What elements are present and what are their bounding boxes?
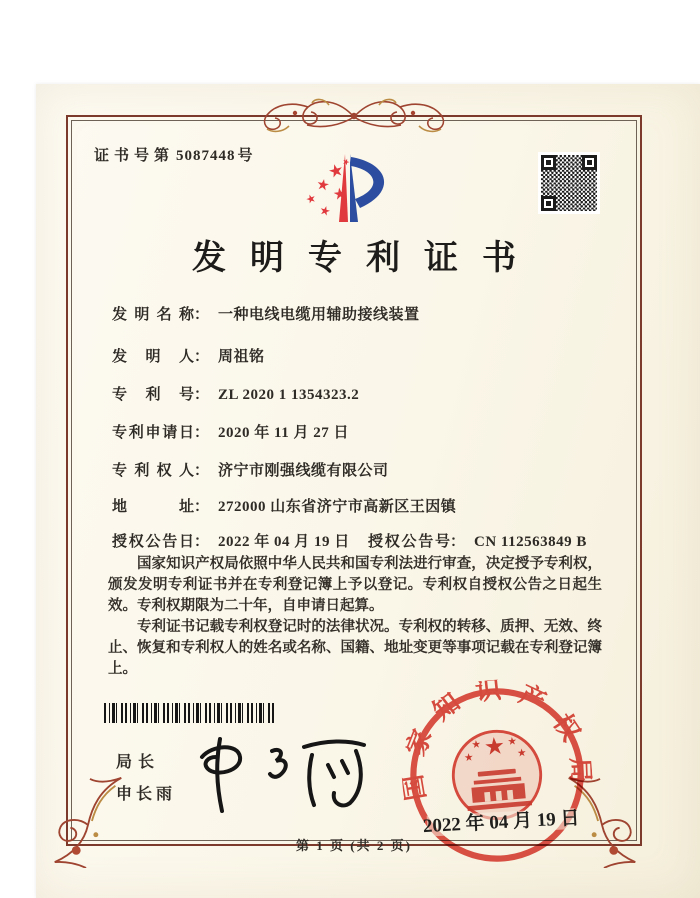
qr-finder-bottom-left (541, 196, 556, 211)
certificate-title: 发明专利证书 (192, 240, 540, 277)
field-label: 发明人 (112, 349, 194, 365)
field-value: 2020 年 11 月 27 日 (218, 425, 349, 441)
field-label: 专利号 (112, 387, 194, 403)
field-label: 授权公告号 (368, 534, 450, 550)
cnipa-logo-icon (295, 151, 399, 225)
qr-finder-top-left (541, 155, 556, 170)
field-label: 专利权人 (112, 463, 194, 479)
signer-title: 局长 (116, 754, 161, 771)
seal-agency-text: 国家知识产权局 (398, 674, 596, 803)
barcode-icon (104, 703, 277, 723)
field-label: 发明名称 (112, 307, 194, 323)
field-value: CN 112563849 B (474, 534, 587, 550)
signer-name: 申长雨 (116, 786, 177, 803)
certificate-number (94, 144, 258, 165)
field-row-invention-name (112, 303, 632, 324)
field-row-address (112, 495, 632, 516)
field-label: 授权公告日 (112, 534, 194, 550)
grant-number-group (368, 530, 587, 551)
floral-ornament-top-icon (249, 92, 459, 138)
legal-text (108, 554, 602, 680)
page-number: 第 1 页 (共 2 页) (296, 838, 412, 853)
colon: ： (194, 463, 210, 479)
certificate-number-value: 5087448 (176, 148, 236, 164)
field-label: 专利申请日 (112, 425, 194, 441)
field-value: 2022 年 04 月 19 日 (218, 534, 350, 550)
field-value: ZL 2020 1 1354323.2 (218, 387, 360, 403)
handwritten-signature-icon (186, 727, 381, 819)
field-row-filing-date (112, 421, 632, 442)
field-label: 地址 (112, 499, 194, 515)
field-row-patentee (112, 459, 632, 480)
field-row-inventor (112, 345, 632, 366)
field-value: 一种电线电缆用辅助接线装置 (218, 307, 420, 323)
certificate-number-suffix: 号 (237, 148, 258, 164)
seal-date: 2022 年 04 月 19 日 (422, 807, 581, 838)
legal-paragraph-1: 国家知识产权局依照中华人民共和国专利法进行审查，决定授予专利权，颁发发明专利证书并在专利登记簿上予以登记。专利权自授权公告之日起生效。专利权期限为二十年，自申请日起算。 (108, 556, 602, 614)
qr-finder-top-right (582, 155, 597, 170)
colon: ： (194, 425, 210, 441)
colon: ： (194, 387, 210, 403)
colon: ： (450, 534, 466, 550)
certificate-number-prefix: 证书号第 (94, 148, 175, 164)
colon: ： (194, 534, 210, 550)
colon: ： (194, 307, 210, 323)
certificate-paper (36, 84, 700, 898)
colon: ： (194, 499, 210, 515)
qr-code-icon (538, 152, 600, 214)
colon: ： (194, 349, 210, 365)
field-value: 济宁市刚强线缆有限公司 (218, 463, 389, 479)
field-value: 272000 山东省济宁市高新区王因镇 (218, 499, 457, 515)
field-row-grant (112, 530, 632, 551)
legal-paragraph-2: 专利证书记载专利权登记时的法律状况。专利权的转移、质押、无效、终止、恢复和专利权人的姓名或名称、国籍、地址变更等事项记载在专利登记簿上。 (108, 619, 602, 677)
field-value: 周祖铭 (218, 349, 265, 365)
field-row-patent-number (112, 383, 632, 404)
